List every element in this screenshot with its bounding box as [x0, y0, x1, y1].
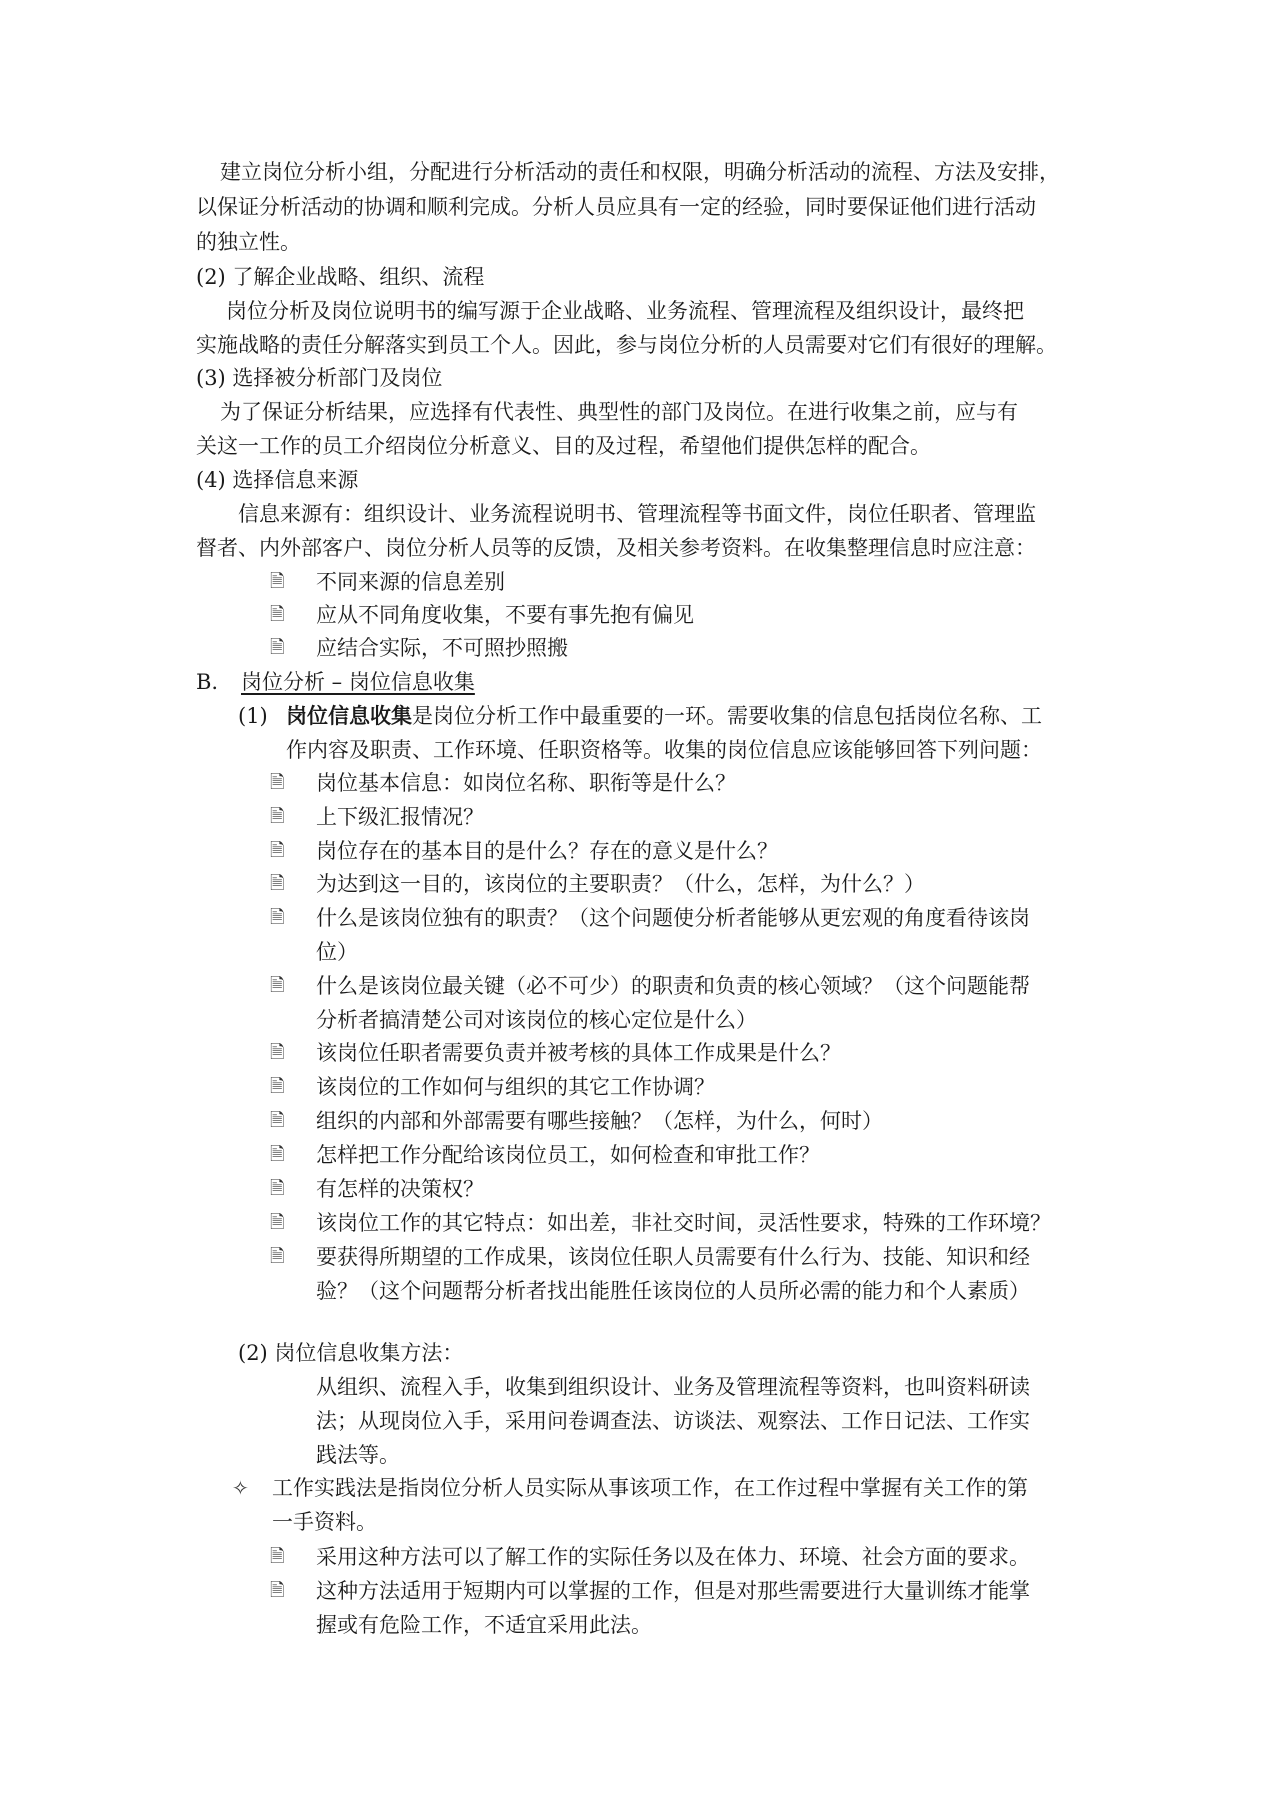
diamond-outline-icon: ✧	[232, 1476, 249, 1500]
section-b-p2-heading: (2) 岗位信息收集方法：	[238, 1341, 464, 1365]
section-b-p2-line-3: 践法等。	[316, 1443, 400, 1467]
question-8: 该岗位的工作如何与组织的其它工作协调？	[316, 1075, 715, 1099]
intro-line-2: 以保证分析活动的协调和顺利完成。分析人员应具有一定的经验，同时要保证他们进行活动	[196, 195, 1036, 219]
intro-line-3: 的独立性。	[196, 230, 301, 254]
question-11: 有怎样的决策权？	[316, 1177, 484, 1201]
heading-3: (3) 选择被分析部门及岗位	[196, 366, 443, 390]
practice-bullet-2-line-2: 握或有危险工作，不适宜采用此法。	[316, 1613, 652, 1637]
question-10: 怎样把工作分配给该岗位员工，如何检查和审批工作？	[316, 1143, 820, 1167]
section-b-title: 岗位分析 – 岗位信息收集	[241, 670, 475, 694]
section-b-p1-line-2: 作内容及职责、工作环境、任职资格等。收集的岗位信息应该能够回答下列问题：	[286, 738, 1042, 762]
s2-line-1: 岗位分析及岗位说明书的编写源于企业战略、业务流程、管理流程及组织设计，最终把	[226, 299, 1024, 323]
document-icon: 🗎	[270, 1110, 285, 1131]
s4-line-1: 信息来源有：组织设计、业务流程说明书、管理流程等书面文件，岗位任职者、管理监	[238, 502, 1036, 526]
section-b-p1-number: (1)	[238, 704, 268, 728]
question-1: 岗位基本信息：如岗位名称、职衔等是什么？	[316, 771, 736, 795]
s3-line-2: 关这一工作的员工介绍岗位分析意义、目的及过程，希望他们提供怎样的配合。	[196, 434, 931, 458]
question-12: 该岗位工作的其它特点：如出差，非社交时间，灵活性要求，特殊的工作环境？	[316, 1211, 1051, 1235]
document-icon: 🗎	[270, 907, 285, 928]
document-icon: 🗎	[270, 772, 285, 793]
document-icon: 🗎	[270, 1580, 285, 1601]
practice-bullet-1: 采用这种方法可以了解工作的实际任务以及在体力、环境、社会方面的要求。	[316, 1545, 1030, 1569]
question-3: 岗位存在的基本目的是什么？存在的意义是什么？	[316, 839, 778, 863]
practice-bullet-2-line-1: 这种方法适用于短期内可以掌握的工作，但是对那些需要进行大量训练才能掌	[316, 1579, 1030, 1603]
document-icon: 🗎	[270, 604, 285, 625]
document-icon: 🗎	[270, 1246, 285, 1267]
intro-line-1: 建立岗位分析小组，分配进行分析活动的责任和权限，明确分析活动的流程、方法及安排，	[220, 160, 1060, 184]
document-icon: 🗎	[270, 806, 285, 827]
question-4: 为达到这一目的，该岗位的主要职责？（什么，怎样，为什么？）	[316, 872, 925, 896]
document-icon: 🗎	[270, 1076, 285, 1097]
section-b-p1-line-1	[286, 699, 1088, 733]
document-icon: 🗎	[270, 1212, 285, 1233]
question-6-line-1: 什么是该岗位最关键（必不可少）的职责和负责的核心领域？（这个问题能帮	[316, 974, 1030, 998]
document-icon: 🗎	[270, 571, 285, 592]
question-7: 该岗位任职者需要负责并被考核的具体工作成果是什么？	[316, 1041, 841, 1065]
document-icon: 🗎	[270, 1178, 285, 1199]
s2-line-2: 实施战略的责任分解落实到员工个人。因此，参与岗位分析的人员需要对它们有很好的理解。	[196, 333, 1057, 357]
section-b-p2-line-1: 从组织、流程入手，收集到组织设计、业务及管理流程等资料，也叫资料研读	[316, 1375, 1030, 1399]
s3-line-1: 为了保证分析结果，应选择有代表性、典型性的部门及岗位。在进行收集之前，应与有	[220, 400, 1018, 424]
heading-2: (2) 了解企业战略、组织、流程	[196, 265, 485, 289]
s4-line-2: 督者、内外部客户、岗位分析人员等的反馈，及相关参考资料。在收集整理信息时应注意：	[196, 536, 1036, 560]
document-icon: 🗎	[270, 1042, 285, 1063]
document-icon: 🗎	[270, 975, 285, 996]
section-b-p1-rest: 是岗位分析工作中最重要的一环。需要收集的信息包括岗位名称、工	[412, 704, 1042, 728]
section-b-p1-term: 岗位信息收集	[286, 703, 412, 728]
question-5-line-1: 什么是该岗位独有的职责？（这个问题使分析者能够从更宏观的角度看待该岗	[316, 906, 1030, 930]
document-icon: 🗎	[270, 1546, 285, 1567]
document-icon: 🗎	[270, 873, 285, 894]
s4-bullet-2: 应从不同角度收集，不要有事先抱有偏见	[316, 603, 694, 627]
question-13-line-1: 要获得所期望的工作成果，该岗位任职人员需要有什么行为、技能、知识和经	[316, 1245, 1030, 1269]
s4-bullet-3: 应结合实际，不可照抄照搬	[316, 636, 568, 660]
document-icon: 🗎	[270, 1144, 285, 1165]
question-2: 上下级汇报情况？	[316, 805, 484, 829]
heading-4: (4) 选择信息来源	[196, 468, 359, 492]
section-b-label: B.	[196, 670, 219, 694]
practice-line-1: 工作实践法是指岗位分析人员实际从事该项工作，在工作过程中掌握有关工作的第	[272, 1476, 1028, 1500]
practice-line-2: 一手资料。	[272, 1510, 377, 1534]
document-icon: 🗎	[270, 840, 285, 861]
question-9: 组织的内部和外部需要有哪些接触？（怎样，为什么，何时）	[316, 1109, 883, 1133]
s4-bullet-1: 不同来源的信息差别	[316, 570, 505, 594]
question-5-line-2: 位）	[316, 940, 358, 964]
question-6-line-2: 分析者搞清楚公司对该岗位的核心定位是什么）	[316, 1008, 757, 1032]
document-icon: 🗎	[270, 637, 285, 658]
section-b-p2-line-2: 法；从现岗位入手，采用问卷调查法、访谈法、观察法、工作日记法、工作实	[316, 1409, 1030, 1433]
question-13-line-2: 验？（这个问题帮分析者找出能胜任该岗位的人员所必需的能力和个人素质）	[316, 1279, 1030, 1303]
